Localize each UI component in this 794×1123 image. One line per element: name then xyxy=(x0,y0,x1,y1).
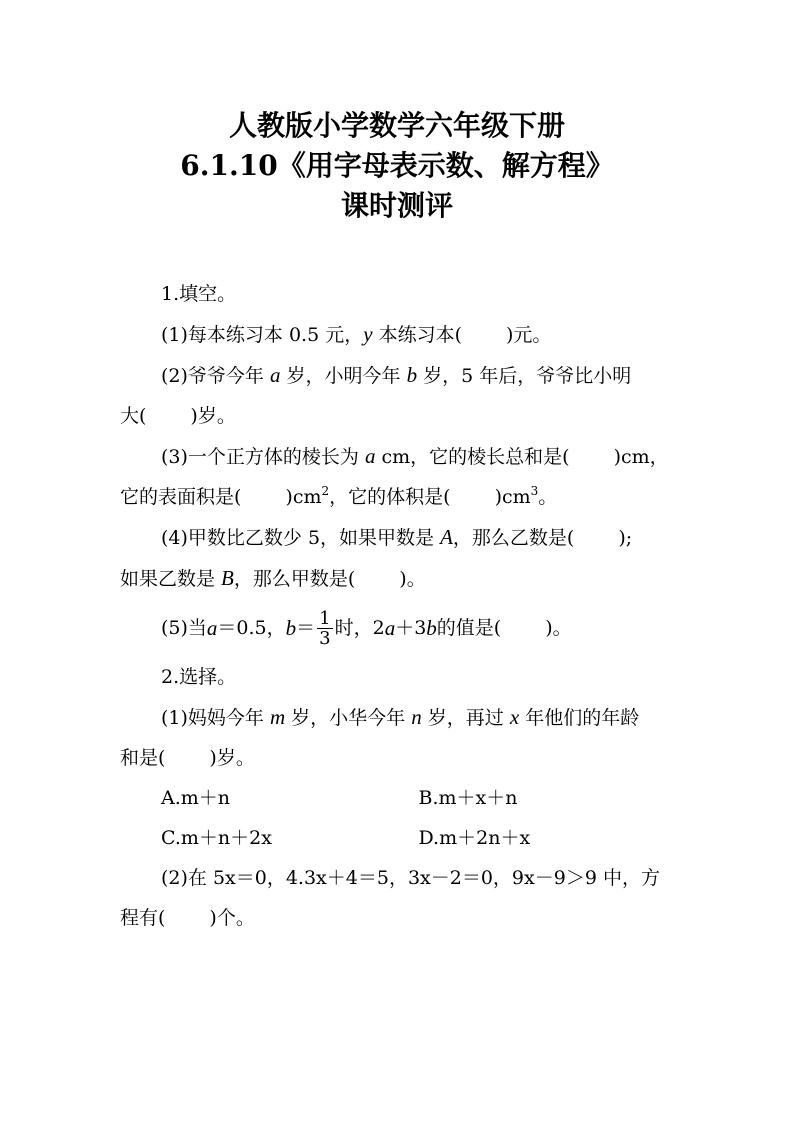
question-1-5: (5)当 a ＝0.5， b ＝ $\frac{1}{3}$ 时，2 a ＋3 b 的值是( )。 xyxy=(161,607,572,649)
question-1-3-cont: 它的表面积是( )$cm^2$，它的体积是( )$cm^3$。 xyxy=(120,484,558,508)
option-d[interactable]: D.m＋2n＋x xyxy=(418,827,531,849)
fraction-one-third: $\frac{1}{3}$ xyxy=(319,607,331,649)
option-a[interactable]: A.m＋n xyxy=(161,787,231,809)
question-1-4: (4)甲数比乙数少 5，如果甲数是 A，那么乙数是( ); xyxy=(161,525,633,549)
question-1-2: (2)爷爷今年 a 岁，小明今年 b 岁，5 年后，爷爷比小明 xyxy=(161,363,632,387)
question-2-1-cont: 和是( )岁。 xyxy=(120,747,255,769)
title-line-3: 课时测评 xyxy=(340,189,453,222)
title-line-2: 6.1.10《用字母表示数、解方程》 xyxy=(180,149,614,182)
question-1-3: (3)一个正方体的棱长为 a cm，它的棱长总和是( )cm， xyxy=(161,444,669,468)
question-content xyxy=(120,274,676,938)
options-row-2 xyxy=(120,818,676,858)
question-2-1: (1)妈妈今年 m 岁，小华今年 n 岁，再过 x 年他们的年龄 xyxy=(161,705,640,729)
options-row-1 xyxy=(120,778,676,818)
option-b[interactable]: B.m＋x＋n xyxy=(418,787,518,809)
question-1-1: (1)每本练习本 0.5 元，y 本练习本( )元。 xyxy=(161,322,552,346)
question-2-2-cont: 程有( )个。 xyxy=(120,907,255,929)
option-c[interactable]: C.m＋n＋2x xyxy=(161,827,272,849)
question-1-4-cont: 如果乙数是 B，那么甲数是( )。 xyxy=(120,566,426,590)
question-2-2: (2)在 5x＝0，4.3x＋4＝5，3x－2＝0，9x－9＞9 中，方 xyxy=(161,867,660,889)
section-1-heading: 1.填空。 xyxy=(161,283,237,305)
question-1-2-cont: 大( )岁。 xyxy=(120,405,236,427)
title-block xyxy=(0,106,794,226)
section-2-heading: 2.选择。 xyxy=(161,666,237,688)
title-line-1: 人教版小学数学六年级下册 xyxy=(228,109,565,142)
